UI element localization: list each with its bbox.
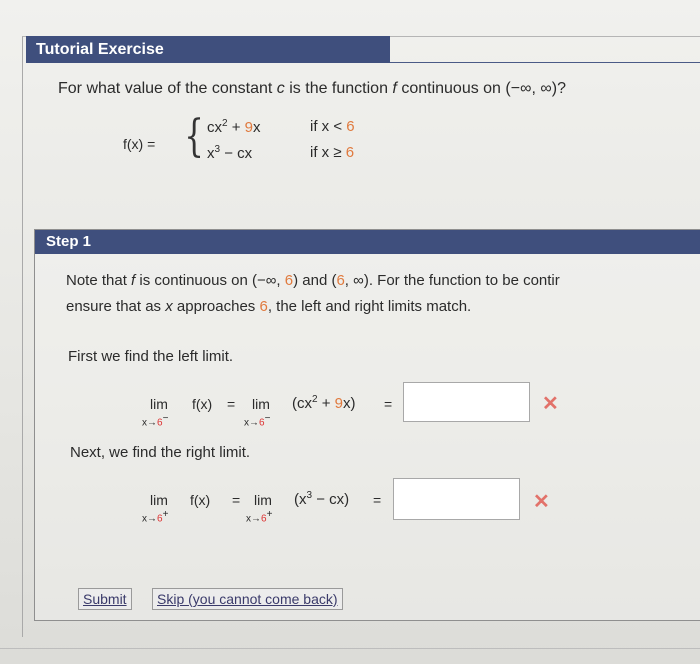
tutorial-header — [26, 36, 390, 63]
left-lim-sub-1: x→6− — [142, 413, 169, 429]
piece1-condition: if x < 6 — [310, 118, 355, 135]
right-eq-1: = — [232, 492, 241, 508]
left-eq-1: = — [227, 396, 236, 412]
right-limit-intro: Next, we find the right limit. — [70, 444, 251, 461]
header-rule — [390, 62, 700, 63]
left-lim-word-1: lim — [150, 396, 168, 412]
tutorial-title: Tutorial Exercise — [36, 41, 164, 58]
right-lim-word-2: lim — [254, 492, 272, 508]
left-eq-2: = — [384, 396, 393, 412]
skip-button[interactable]: Skip (you cannot come back) — [152, 588, 343, 610]
step-note-line2: ensure that as x approaches 6, the left and right limits match. — [66, 298, 472, 315]
step-title: Step 1 — [46, 233, 92, 250]
step-note-line1: Note that f is continuous on (−∞, 6) and (6, ∞). For the function to be contir — [66, 272, 560, 289]
right-lim-sub-2: x→6+ — [246, 509, 273, 525]
submit-button[interactable]: Submit — [78, 588, 132, 610]
step-header — [35, 230, 700, 254]
piece2-expression: $x^3$ − cx — [207, 144, 253, 162]
bottom-divider — [0, 648, 700, 649]
left-limit-intro: First we find the left limit. — [68, 348, 234, 365]
left-lim-word-2: lim — [252, 396, 270, 412]
piece1-expression: $cx^2 + 9x$ — [207, 118, 261, 136]
left-wrong-icon: ✕ — [542, 393, 559, 415]
left-lim-sub-2: x→6− — [244, 413, 271, 429]
right-lim-sub-1: x→6+ — [142, 509, 169, 525]
right-limit-expression: $(x^3 - cx)$ — [294, 490, 350, 508]
piecewise-brace: { — [184, 111, 204, 162]
right-eq-2: = — [373, 492, 382, 508]
right-fx: f(x) — [190, 492, 211, 508]
right-limit-answer-input[interactable] — [393, 478, 520, 520]
function-label: f(x) = — [123, 136, 156, 152]
question-text: For what value of the constant c is the function f continuous on (−∞, ∞)? — [58, 80, 566, 97]
left-fx: f(x) — [192, 396, 213, 412]
right-lim-word-1: lim — [150, 492, 168, 508]
piece2-condition: if x ≥ 6 — [310, 144, 355, 161]
left-limit-answer-input[interactable] — [403, 382, 530, 422]
right-wrong-icon: ✕ — [533, 491, 550, 513]
left-limit-expression: $(cx^2 + 9x)$ — [292, 394, 356, 412]
